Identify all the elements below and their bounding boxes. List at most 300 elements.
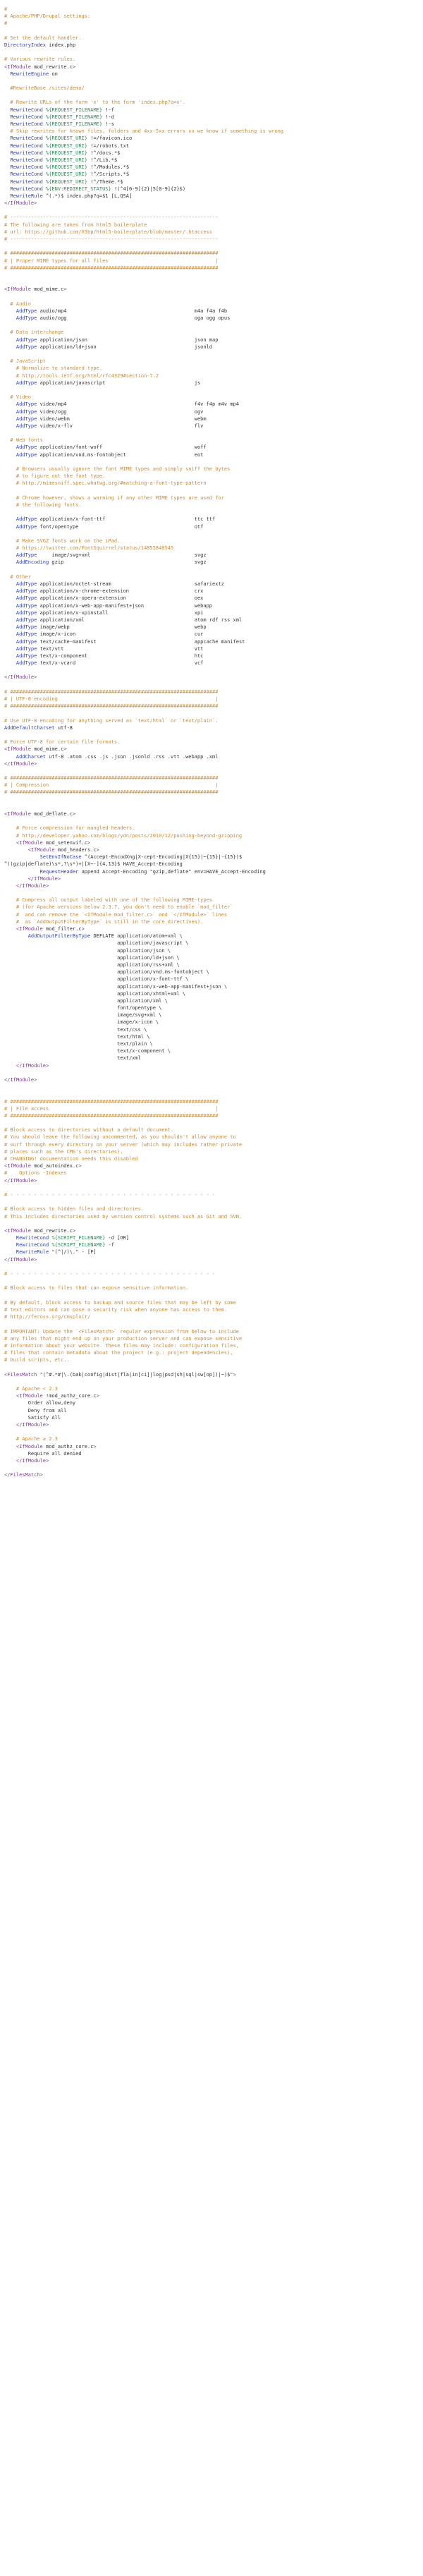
- code-line: [4, 760, 419, 767]
- code-token: application/x-xpinstall xpi: [37, 609, 204, 616]
- code-line: [4, 365, 419, 372]
- code-line: [4, 537, 419, 545]
- code-line: [4, 444, 419, 451]
- code-line: [4, 717, 419, 724]
- code-line: [4, 480, 419, 487]
- code-token: <IfModule: [4, 811, 31, 817]
- code-line: [4, 1450, 419, 1457]
- code-token: # Block access to hidden files and directories.: [4, 1206, 145, 1213]
- code-token: # information about your website. These files may include: configuration files,: [4, 1342, 239, 1349]
- code-line: [4, 171, 419, 178]
- code-token: DirectoryIndex: [4, 42, 47, 48]
- code-token: # Rewrite URLs of the form 'x' to the form 'index.php?q=x'.: [4, 99, 186, 106]
- code-line: [4, 530, 419, 537]
- code-token: font/opentype \: [4, 1005, 162, 1011]
- code-line: [4, 545, 419, 552]
- code-line: [4, 746, 419, 753]
- code-token: >: [72, 1227, 76, 1234]
- code-token: >: [63, 286, 67, 293]
- code-token: RewriteCond: [10, 142, 43, 149]
- code-line: [4, 1306, 419, 1313]
- code-line: [4, 329, 419, 336]
- code-token: "(^|/)\." - [F]: [49, 1249, 97, 1256]
- code-line: [4, 509, 419, 516]
- code-line: [4, 1126, 419, 1134]
- code-token: application/javascript \: [4, 940, 189, 947]
- code-token: [4, 653, 16, 659]
- code-token: application/x-font-ttf \: [4, 976, 189, 983]
- code-line: [4, 1134, 419, 1141]
- code-line: [4, 1169, 419, 1177]
- code-token: %{REQUEST_URI}: [46, 157, 88, 163]
- code-line: [4, 1385, 419, 1392]
- code-token: application/rss+xml \: [4, 961, 180, 968]
- code-line: [4, 1098, 419, 1105]
- code-line: [4, 494, 419, 502]
- code-line: [4, 1105, 419, 1112]
- code-line: [4, 616, 419, 624]
- code-token: [4, 876, 28, 882]
- code-line: [4, 372, 419, 379]
- code-line: [4, 1292, 419, 1299]
- code-token: # Apache/PHP/Drupal settings:: [4, 13, 91, 20]
- code-line: [4, 1248, 419, 1256]
- code-line: [4, 710, 419, 717]
- code-token: AddType: [16, 638, 37, 645]
- code-token: !-d: [102, 114, 114, 120]
- code-token: # ######################################################################: [4, 265, 219, 271]
- code-line: [4, 1335, 419, 1342]
- code-line: [4, 753, 419, 760]
- code-token: [4, 603, 16, 609]
- code-line: [4, 1112, 419, 1119]
- code-line: [4, 1119, 419, 1126]
- code-token: # Browsers usually ignore the font MIME types and simply sniff the bytes: [4, 466, 231, 472]
- code-token: </IfModule>: [16, 1421, 49, 1428]
- code-token: RewriteCond: [16, 1235, 49, 1241]
- code-token: %{REQUEST_URI}: [46, 178, 88, 185]
- code-line: [4, 394, 419, 401]
- code-token: RewriteCond: [10, 135, 43, 142]
- code-line: [4, 473, 419, 480]
- code-line: [4, 128, 419, 135]
- code-line: [4, 1299, 419, 1306]
- code-token: RewriteCond: [10, 107, 43, 113]
- code-token: # By default, block access to backup and source files that may be left by some: [4, 1299, 236, 1306]
- code-token: RequestHeader: [39, 868, 79, 875]
- code-line: [4, 1371, 419, 1378]
- code-line: [4, 940, 419, 947]
- code-token: AddType: [16, 602, 37, 609]
- code-line: [4, 796, 419, 803]
- code-token: font/opentype otf: [37, 523, 204, 530]
- code-token: AddType: [16, 423, 37, 429]
- code-token: %{REQUEST_FILENAME}: [46, 107, 103, 113]
- code-line: [4, 925, 419, 932]
- code-token: %{SCRIPT_FILENAME}: [51, 1242, 106, 1248]
- code-line: [4, 932, 419, 940]
- code-token: AddType: [16, 631, 37, 638]
- code-token: [4, 840, 16, 846]
- code-line: [4, 415, 419, 423]
- code-token: %{ENV:REDIRECT_STATUS}: [46, 186, 111, 192]
- code-line: [4, 695, 419, 703]
- code-line: [4, 911, 419, 918]
- code-token: # Force compression for mangled headers.: [4, 825, 135, 832]
- code-token: mod_autoindex.c: [30, 1163, 79, 1169]
- code-token: [4, 933, 28, 939]
- code-token: mod_mime.c: [30, 286, 64, 293]
- code-line: [4, 1414, 419, 1421]
- code-token: Order allow,deny: [4, 1400, 76, 1407]
- code-token: </FilesMatch>: [4, 1472, 43, 1478]
- code-token: RewriteRule: [16, 1249, 49, 1256]
- code-token: RewriteRule: [10, 193, 43, 199]
- code-line: [4, 631, 419, 638]
- code-line: [4, 207, 419, 214]
- code-token: video/ogg ogv: [37, 408, 204, 415]
- code-line: [4, 789, 419, 796]
- code-token: DEFLATE application/atom+xml \: [90, 933, 183, 940]
- code-token: <IfModule: [4, 286, 31, 293]
- code-token: AddOutputFilterByType: [27, 933, 91, 940]
- code-line: [4, 832, 419, 839]
- code-token: AddType: [16, 616, 37, 623]
- code-line: [4, 1399, 419, 1407]
- code-token: utf-8: [54, 724, 73, 731]
- code-token: # files that contain metadata about the project (e.g.: project dependencies),: [4, 1350, 233, 1356]
- code-token: !^/docs.*$: [87, 150, 121, 156]
- code-token: application/ld+json \: [4, 954, 180, 961]
- code-token: image/webp webp: [37, 624, 207, 631]
- code-line: [4, 487, 419, 494]
- code-token: </IfModule>: [4, 760, 37, 767]
- code-token: # url: https://github.com/h5bp/html5-boilerplate/blob/master/.htaccess: [4, 229, 213, 235]
- code-line: [4, 293, 419, 300]
- code-token: [4, 552, 16, 558]
- code-token: [4, 1444, 16, 1450]
- code-token: # Skip rewrites for known files, folders and 4xx-5xx errors so we know if something is wrong: [4, 128, 284, 135]
- code-token: RewriteEngine: [10, 71, 49, 77]
- code-token: </IfModule>: [27, 875, 61, 882]
- code-line: [4, 1205, 419, 1213]
- code-token: >: [87, 839, 91, 846]
- code-token: [4, 308, 16, 314]
- code-line: [4, 451, 419, 458]
- code-token: [4, 559, 16, 565]
- code-token: -d [OR]: [105, 1235, 130, 1241]
- code-token: audio/ogg oga ogg opus: [37, 315, 231, 322]
- code-line: [4, 250, 419, 257]
- code-token: RewriteCond: [10, 186, 43, 192]
- code-line: [4, 308, 419, 315]
- code-token: utf-8 .atom .css .js .json .jsonld .rss .vtt .webapp .xml: [46, 753, 219, 760]
- code-token: </IfModule>: [16, 1062, 49, 1069]
- code-token: <FilesMatch: [4, 1371, 37, 1378]
- code-token: # Make SVGZ fonts work on the iPad.: [4, 537, 121, 544]
- code-token: # surf through every directory on your server (which may includes rather private: [4, 1141, 243, 1148]
- code-line: [4, 1227, 419, 1234]
- code-token: [4, 524, 16, 530]
- code-line: [4, 1184, 419, 1191]
- code-token: [4, 883, 16, 889]
- code-token: AddType: [16, 415, 37, 422]
- code-line: [4, 28, 419, 35]
- code-line: [4, 1019, 419, 1026]
- code-line: [4, 193, 419, 200]
- code-line: [4, 135, 419, 142]
- code-token: !-f: [102, 107, 114, 113]
- code-token: [4, 660, 16, 666]
- code-token: AddType: [16, 552, 37, 559]
- code-line: [4, 731, 419, 739]
- code-token: # Normalize to standard type.: [4, 365, 103, 372]
- code-token: text/html \: [4, 1033, 150, 1040]
- code-line: [4, 853, 419, 861]
- code-token: # Force UTF-8 for certain file formats.: [4, 739, 121, 746]
- code-line: [4, 63, 419, 71]
- code-token: [4, 631, 16, 637]
- code-token: AddType: [16, 609, 37, 616]
- code-token: >: [78, 1163, 82, 1169]
- code-token: [4, 401, 16, 407]
- code-line: [4, 379, 419, 387]
- code-token: <IfModule: [27, 846, 55, 853]
- code-token: AddType: [16, 308, 37, 314]
- code-line: [4, 660, 419, 667]
- code-line: [4, 1026, 419, 1033]
- code-token: audio/mp4 m4a f4a f4b: [37, 308, 228, 314]
- code-token: !=/robots.txt: [87, 142, 130, 149]
- code-line: [4, 516, 419, 523]
- code-token: text/xml: [4, 1055, 141, 1062]
- code-token: AddCharset: [16, 753, 47, 760]
- code-token: # http://feross.org/cmsploit/: [4, 1314, 91, 1320]
- code-token: AddType: [16, 516, 37, 523]
- code-line: [4, 1033, 419, 1040]
- code-line: [4, 430, 419, 437]
- code-token: # You should leave the following uncommented, as you shouldn't allow anyone to: [4, 1134, 236, 1141]
- code-line: [4, 1356, 419, 1363]
- code-token: [4, 516, 16, 522]
- code-line: [4, 1076, 419, 1083]
- code-line: [4, 186, 419, 193]
- code-line: [4, 552, 419, 559]
- code-token: application/x-web-app-manifest+json webapp: [37, 602, 213, 609]
- code-line: [4, 767, 419, 774]
- code-token: AddType: [16, 624, 37, 631]
- code-token: text/plain \: [4, 1041, 153, 1047]
- code-token: <IfModule: [4, 1163, 31, 1169]
- code-token: [4, 1242, 16, 1248]
- code-line: [4, 286, 419, 293]
- code-line: [4, 458, 419, 466]
- code-line: [4, 645, 419, 652]
- code-line: [4, 1284, 419, 1292]
- code-token: # Block access to files that can expose sensitive information.: [4, 1285, 189, 1292]
- code-token: application/json json map: [37, 336, 219, 343]
- code-line: [4, 990, 419, 997]
- code-token: # Use UTF-8 encoding for anything served as `text/html` or `text/plain`.: [4, 717, 219, 724]
- code-line: [4, 1162, 419, 1169]
- code-token: "(^#.*#|\.(bak|config|dist|fla|in[ci]|log|psd|sh|sql|sw[op])|~)$": [37, 1371, 233, 1378]
- code-token: </IfModule>: [4, 674, 37, 681]
- code-line: [4, 846, 419, 853]
- code-token: # as `AddOutputFilterByType` is still in the core directives).: [4, 918, 204, 925]
- code-line: [4, 42, 419, 49]
- code-token: append Accept-Encoding "gzip,deflate" env=HAVE_Accept-Encoding: [78, 868, 266, 875]
- code-line: [4, 1435, 419, 1442]
- code-line: [4, 652, 419, 660]
- code-line: [4, 1177, 419, 1184]
- code-token: image/svg+xml \: [4, 1012, 162, 1019]
- code-token: >: [96, 1393, 99, 1399]
- code-line: [4, 681, 419, 688]
- code-token: # any files that might end up on your production server and can expose sensitive: [4, 1335, 243, 1342]
- code-line: [4, 1083, 419, 1090]
- code-token: # - - - - - - - - - - - - - - - - - - - - - - - - - - - - - - - - - - -: [4, 1191, 216, 1198]
- code-token: text/x-vcard vcf: [37, 660, 204, 667]
- code-token: # Data interchange: [4, 329, 64, 336]
- code-token: # - - - - - - - - - - - - - - - - - - - - - - - - - - - - - - - - - - -: [4, 1271, 216, 1277]
- code-token: application/json \: [4, 947, 171, 954]
- code-token: !^/Modules.*$: [87, 164, 130, 171]
- code-line: [4, 315, 419, 322]
- code-line: [4, 92, 419, 99]
- code-token: mod_mime.c: [30, 746, 64, 753]
- code-token: AddType: [16, 523, 37, 530]
- code-line: [4, 423, 419, 430]
- code-line: [4, 157, 419, 164]
- code-token: [4, 423, 16, 429]
- code-line: [4, 466, 419, 473]
- code-line: [4, 1270, 419, 1277]
- code-token: </IfModule>: [4, 1256, 37, 1263]
- code-token: # ######################################################################: [4, 1098, 219, 1105]
- code-token: %{REQUEST_FILENAME}: [46, 121, 103, 127]
- code-token: # https://twitter.com/FontSquirrel/status/14855840545: [4, 545, 174, 552]
- code-token: application/x-web-app-manifest+json \: [4, 983, 228, 990]
- code-token: [4, 624, 16, 630]
- code-line: [4, 1407, 419, 1414]
- code-line: [4, 78, 419, 85]
- code-token: [4, 581, 16, 587]
- code-token: RewriteCond: [10, 178, 43, 185]
- code-token: application/javascript js: [37, 379, 201, 386]
- code-line: [4, 839, 419, 846]
- code-token: <IfModule: [16, 839, 43, 846]
- code-token: %{REQUEST_URI}: [46, 164, 88, 171]
- code-token: # the following fonts.: [4, 502, 82, 508]
- code-token: application/xhtml+xml \: [4, 990, 186, 997]
- code-line: [4, 1090, 419, 1098]
- code-token: # Video: [4, 394, 31, 401]
- code-line: [4, 200, 419, 207]
- code-token: [4, 639, 16, 645]
- code-line: [4, 387, 419, 394]
- code-line: [4, 1004, 419, 1011]
- code-line: [4, 588, 419, 595]
- code-token: [4, 344, 16, 350]
- code-token: [4, 444, 16, 450]
- code-token: %{REQUEST_URI}: [46, 171, 88, 178]
- code-token: [4, 595, 16, 601]
- code-token: video/x-flv flv: [37, 423, 204, 429]
- code-token: RewriteCond: [10, 157, 43, 163]
- code-token: AddType: [16, 652, 37, 659]
- code-line: [4, 114, 419, 121]
- code-line: [4, 257, 419, 265]
- code-line: [4, 997, 419, 1004]
- code-line: [4, 810, 419, 818]
- code-line: [4, 1471, 419, 1478]
- code-line: [4, 825, 419, 832]
- code-token: # ######################################################################: [4, 688, 219, 695]
- code-line: [4, 351, 419, 358]
- code-token: # (for Apache versions below 2.3.7, you don't need to enable `mod_filter`: [4, 904, 233, 911]
- code-token: RewriteCond: [10, 171, 43, 178]
- code-line: [4, 35, 419, 42]
- code-line: [4, 954, 419, 961]
- code-token: # IMPORTANT: Update the `<FilesMatch>` regular expression from below to include: [4, 1328, 239, 1335]
- code-token: index.php: [46, 42, 76, 48]
- code-token: # places such as the CMS's directories).: [4, 1148, 123, 1155]
- code-token: # Apache ≥ 2.3: [4, 1436, 58, 1442]
- code-line: [4, 688, 419, 695]
- code-token: !^/Theme.*$: [87, 178, 123, 185]
- code-line: [4, 875, 419, 882]
- code-line: [4, 1320, 419, 1328]
- code-line: [4, 1055, 419, 1062]
- code-line: [4, 918, 419, 925]
- code-line: [4, 437, 419, 444]
- code-token: AddType: [16, 451, 37, 458]
- code-line: [4, 559, 419, 566]
- code-line: [4, 674, 419, 681]
- code-token: %{REQUEST_FILENAME}: [46, 114, 103, 120]
- code-line: [4, 976, 419, 983]
- code-token: !^/Lib.*$: [87, 157, 118, 163]
- code-line: [4, 1263, 419, 1270]
- code-token: # Set the default handler.: [4, 35, 82, 41]
- code-line: [4, 107, 419, 114]
- code-line: [4, 1457, 419, 1464]
- code-token: <IfModule: [4, 63, 31, 70]
- code-token: [4, 380, 16, 386]
- code-token: >: [63, 746, 67, 753]
- code-token: <IfModule: [16, 1393, 43, 1399]
- code-line: [4, 6, 419, 13]
- code-line: [4, 229, 419, 236]
- code-token: video/mp4 f4v f4p m4v mp4: [37, 401, 239, 408]
- code-token: image/x-icon cur: [37, 631, 204, 638]
- code-token: AddDefaultCharset: [4, 724, 55, 731]
- code-token: # This includes directories used by version control systems such as Git and SVN.: [4, 1213, 243, 1220]
- code-line: [4, 401, 419, 408]
- code-line: [4, 71, 419, 78]
- code-token: [4, 315, 16, 321]
- code-token: # Chrome however, shows a warning if any other MIME types are used for: [4, 494, 224, 501]
- code-token: # CHANGING! documentation needs this disabled: [4, 1156, 138, 1162]
- code-line: [4, 703, 419, 710]
- code-line: [4, 1464, 419, 1471]
- code-token: # text editors and can pose a security risk when anyone has access to them.: [4, 1306, 228, 1313]
- code-token: AddType: [16, 581, 37, 587]
- code-token: >: [93, 1443, 97, 1450]
- code-line: [4, 861, 419, 868]
- code-token: >: [233, 1371, 236, 1378]
- code-line: [4, 897, 419, 904]
